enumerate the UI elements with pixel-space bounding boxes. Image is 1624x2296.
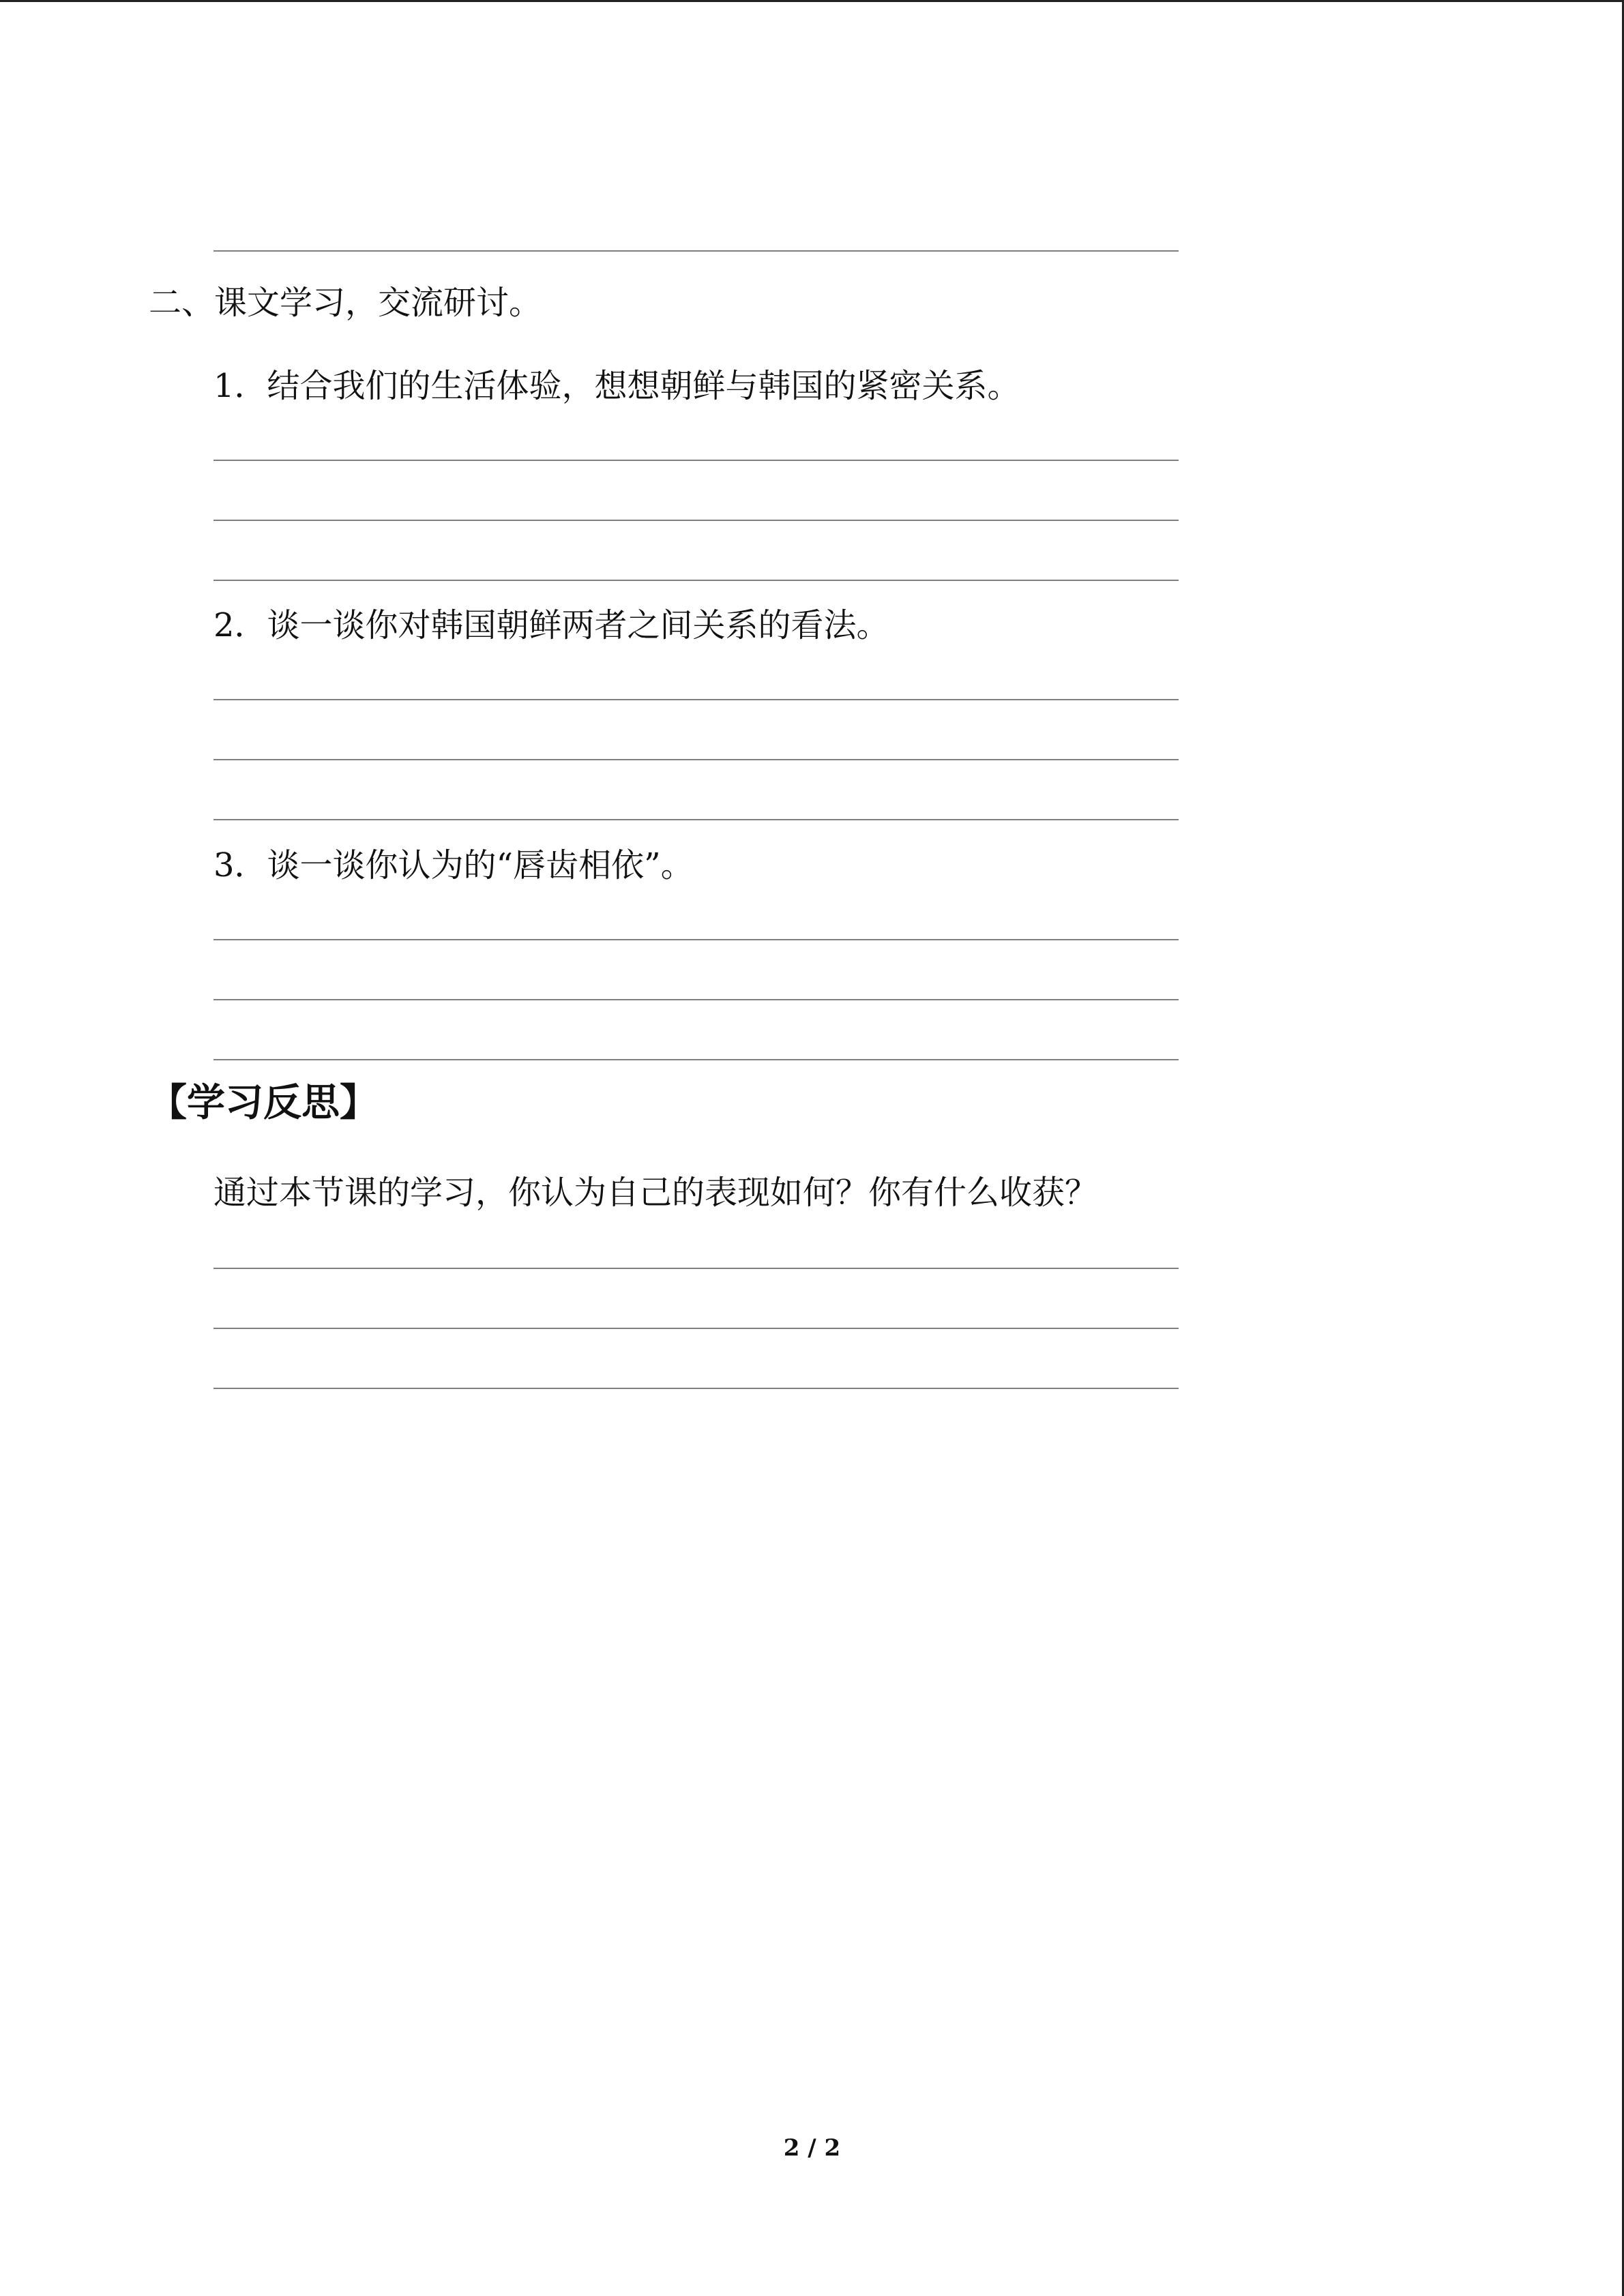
answer-line [213,250,1179,252]
reflection-heading: 【学习反思】 [149,1081,378,1125]
question-1: 1．结合我们的生活体验，想想朝鲜与韩国的紧密关系。 [213,367,1020,405]
reflection-prompt: 通过本节课的学习，你认为自己的表现如何？你有什么收获？ [213,1174,1098,1212]
question-2: 2．谈一谈你对韩国朝鲜两者之间关系的看法。 [213,606,889,644]
page-border-top [0,0,1624,2]
answer-line-reflection-1 [213,1268,1179,1269]
answer-line-reflection-2 [213,1328,1179,1329]
section-two-title: 二、课文学习，交流研讨。 [149,284,542,322]
question-3: 3．谈一谈你认为的“唇齿相依”。 [213,846,694,884]
answer-line-reflection-3 [213,1388,1179,1389]
answer-line-q2-2 [213,759,1179,760]
answer-line-q1-2 [213,520,1179,521]
answer-line-q3-2 [213,999,1179,1000]
page-number: 2 / 2 [783,2134,841,2162]
answer-line-q3-3 [213,1059,1179,1060]
answer-line-q3-1 [213,939,1179,940]
answer-line-q2-3 [213,819,1179,820]
answer-line-q1-3 [213,580,1179,581]
answer-line-q1-1 [213,460,1179,461]
answer-line-q2-1 [213,699,1179,700]
